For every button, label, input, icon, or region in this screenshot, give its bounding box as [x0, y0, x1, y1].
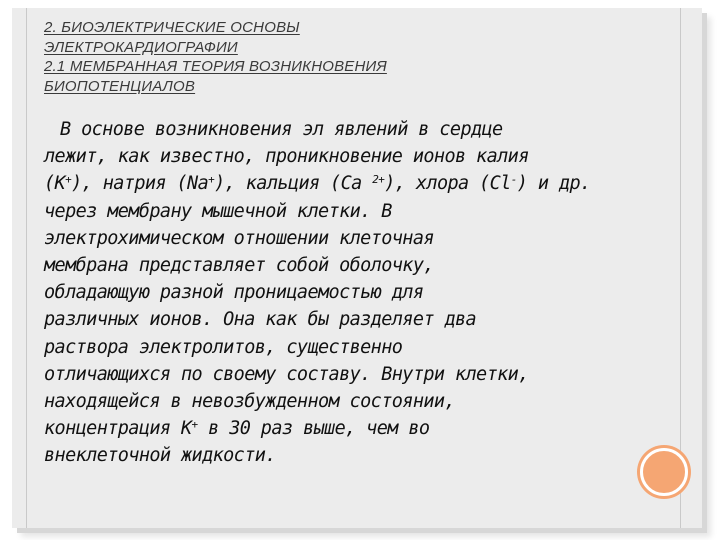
body-text-fragment: ), натрия (Na — [71, 173, 209, 195]
body-text-fragment: ) и др. — [516, 173, 591, 195]
body-text-fragment: концентрация K — [44, 418, 192, 440]
body-line: внеклеточной жидкости. — [44, 445, 276, 467]
body-text-fragment: в 30 раз выше, чем во — [197, 418, 430, 440]
body-line — [44, 415, 674, 442]
heading-line: ЭЛЕКТРОКАРДИОГРАФИИ — [44, 38, 238, 56]
body-line — [44, 170, 674, 197]
body-line: через мембрану мышечной клетки. В — [44, 200, 392, 222]
slide-heading — [44, 18, 604, 96]
body-line: различных ионов. Она как бы разделяет два — [44, 309, 477, 331]
ion-charge: - — [510, 173, 517, 187]
body-line: находящейся в невозбужденном состоянии, — [44, 391, 455, 413]
frame-right-rule — [680, 8, 681, 528]
body-line: лежит, как известно, проникновение ионов калия — [44, 146, 529, 168]
body-line: электрохимическом отношении клеточная — [44, 227, 434, 249]
heading-line: 2. БИОЭЛЕКТРИЧЕСКИЕ ОСНОВЫ — [44, 19, 300, 36]
body-text-fragment: ), кальция (Ca — [214, 173, 373, 195]
ion-charge: 2+ — [372, 173, 385, 187]
heading-line: 2.1 МЕМБРАННАЯ ТЕОРИЯ ВОЗНИКНОВЕНИЯ — [44, 58, 387, 75]
body-line: отличающихся по своему составу. Внутри клетки, — [44, 363, 529, 385]
ion-charge: + — [191, 418, 198, 432]
body-line: мембрана представляет собой оболочку, — [44, 255, 434, 277]
ion-charge: + — [208, 173, 215, 187]
body-line: В основе возникновения эл явлений в сердце — [60, 119, 503, 140]
ion-charge: + — [65, 173, 72, 187]
heading-line: БИОПОТЕНЦИАЛОВ — [44, 77, 196, 95]
body-text-fragment: (K — [44, 173, 66, 195]
body-line: обладающую разной проницаемостью для — [44, 282, 424, 304]
body-line: раствора электролитов, существенно — [44, 336, 403, 358]
body-text-fragment: ), хлора (Cl — [384, 173, 511, 195]
decorative-circle-icon — [640, 448, 688, 496]
frame-left-rule — [26, 8, 27, 528]
body-paragraph — [44, 116, 674, 470]
